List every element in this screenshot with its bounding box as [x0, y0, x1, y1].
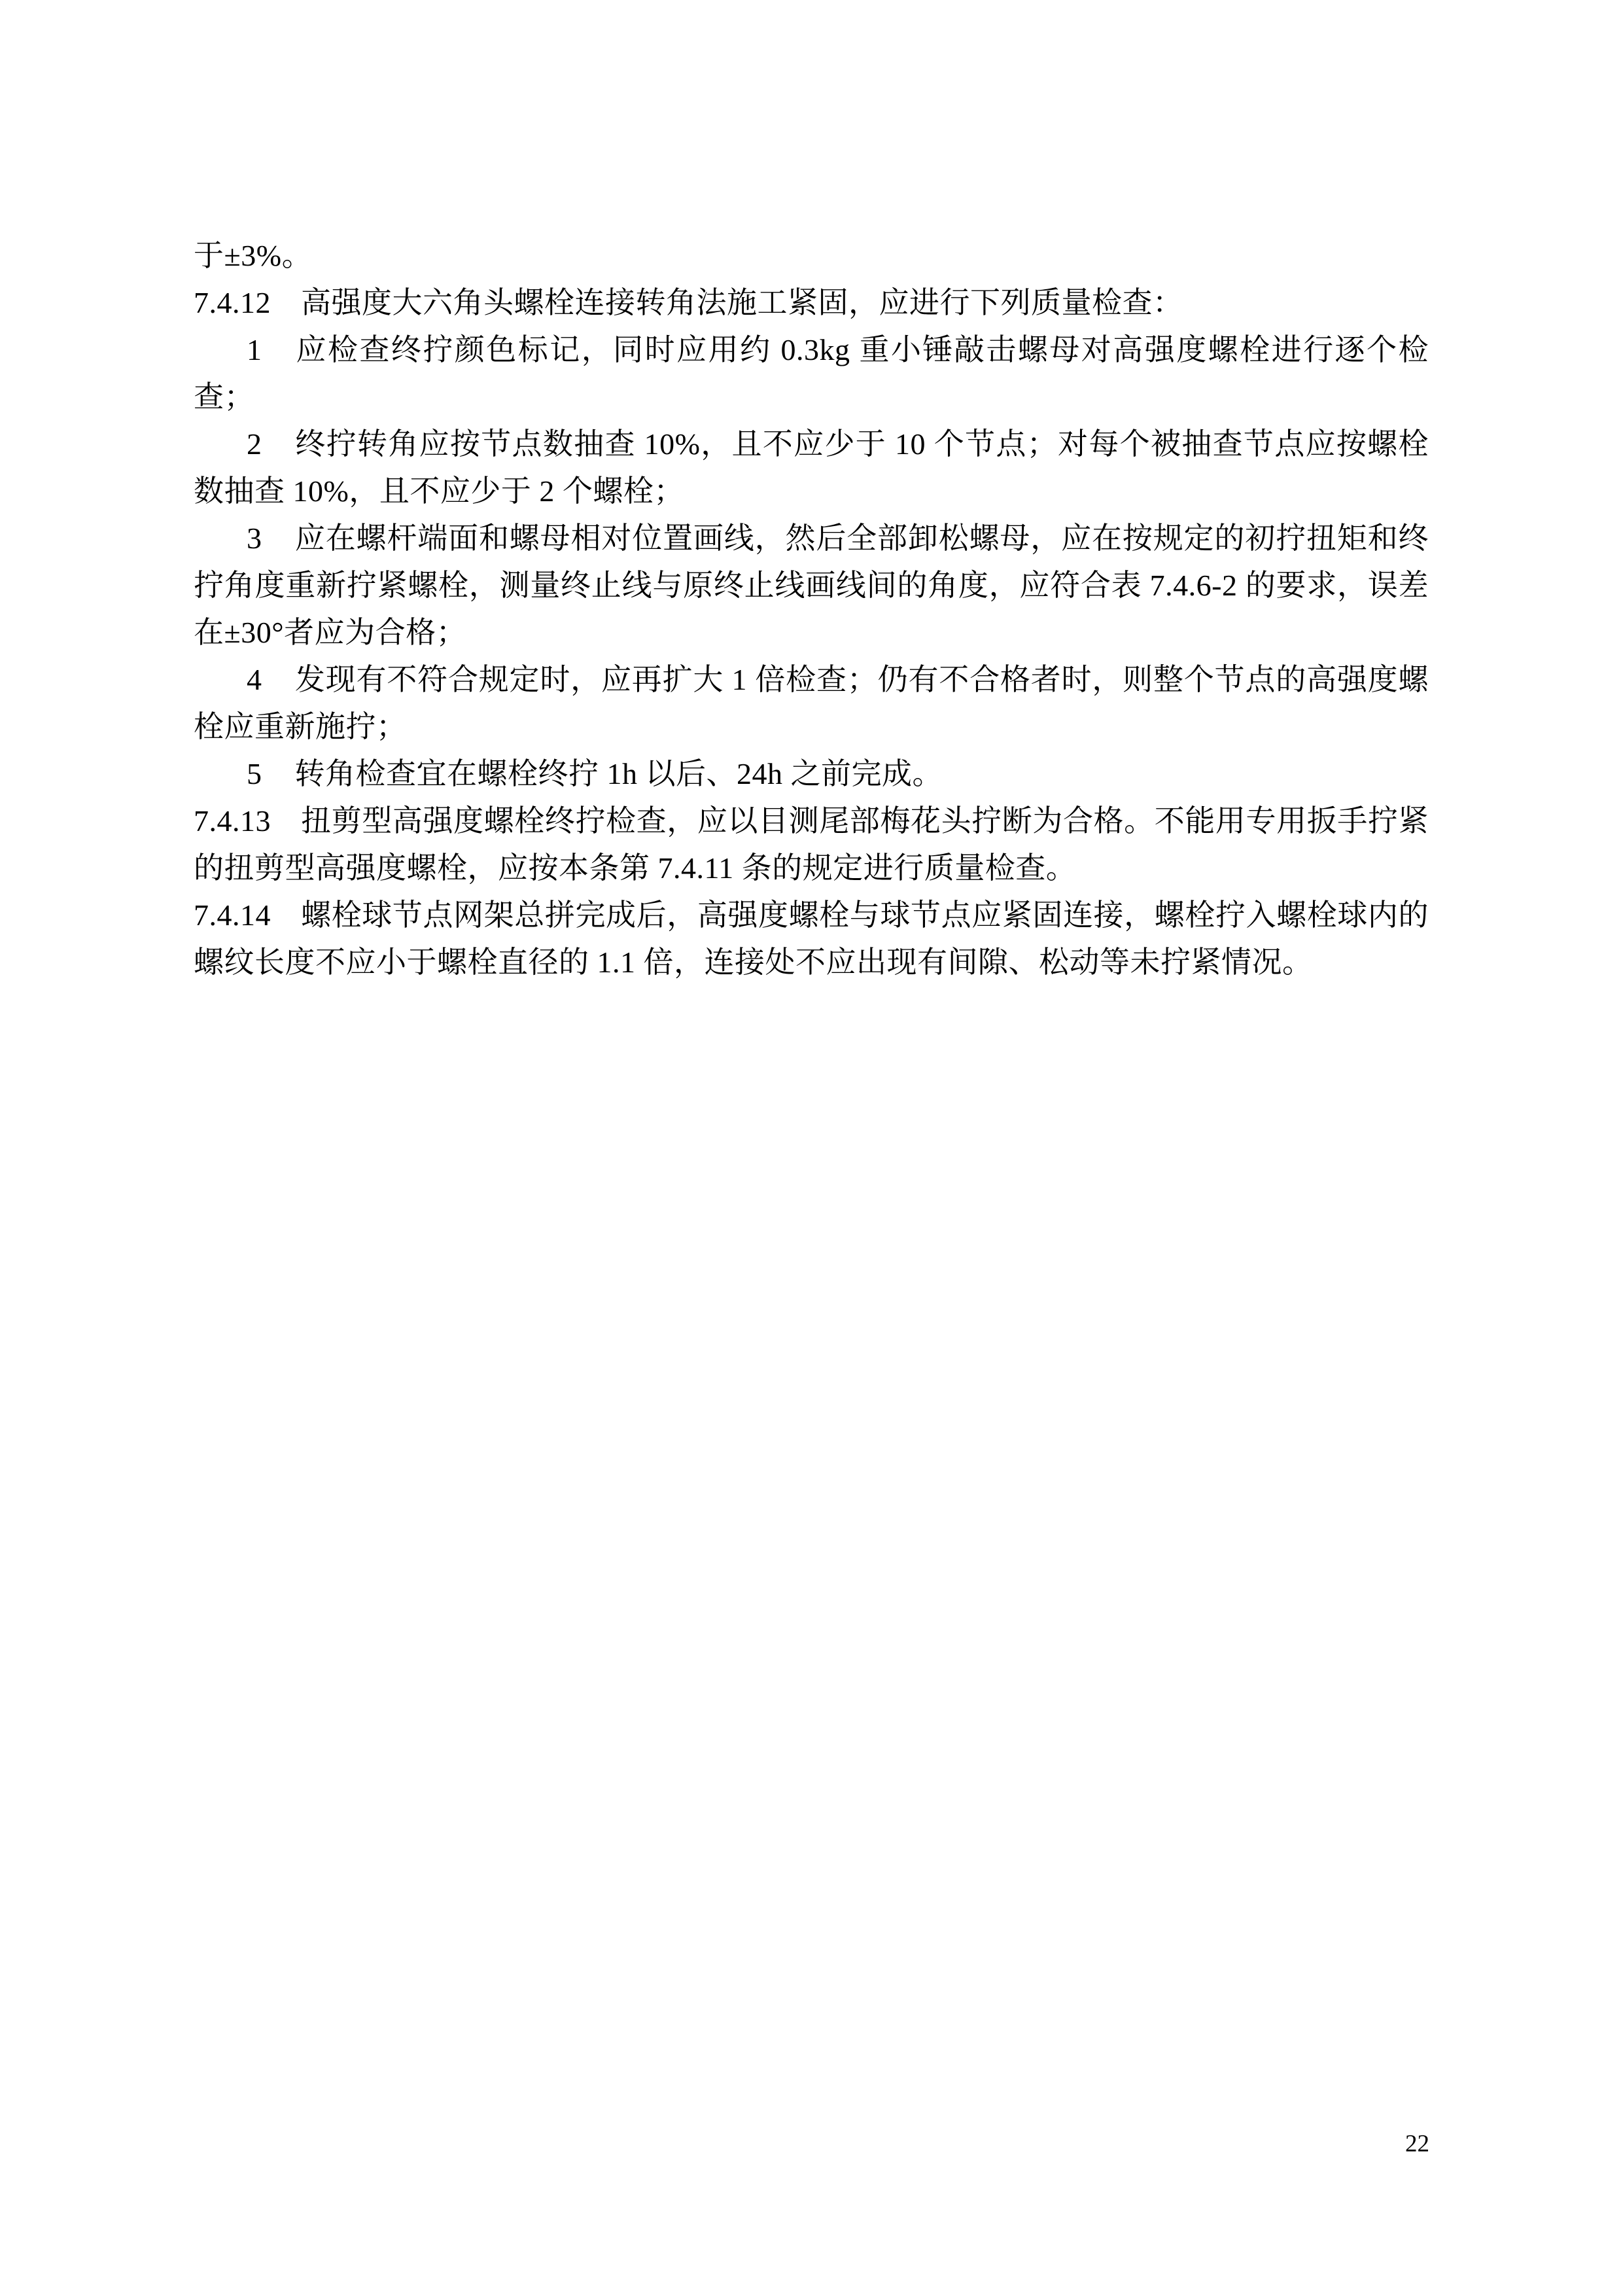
clause-text: 扭剪型高强度螺栓终拧检查，应以目测尾部梅花头拧断为合格。不能用专用扳手拧紧的扭剪型高强度螺栓，应按本条第 7.4.11 条的规定进行质量检查。	[194, 804, 1429, 885]
clause-number: 7.4.13	[194, 804, 271, 838]
item-text: 终拧转角应按节点数抽查 10%，且不应少于 10 个节点；对每个被抽查节点应按螺栓数抽查 10%，且不应少于 2 个螺栓；	[194, 427, 1429, 508]
item-number: 3	[247, 521, 262, 555]
list-item-5	[194, 751, 1429, 798]
list-item-2	[194, 421, 1429, 515]
item-number: 2	[247, 427, 262, 461]
item-number: 1	[247, 333, 262, 366]
paragraph-text: 于±3%。	[194, 239, 313, 272]
text-block	[194, 232, 1429, 986]
page-number: 22	[1405, 2130, 1429, 2157]
clause-text: 高强度大六角头螺栓连接转角法施工紧固，应进行下列质量检查：	[301, 286, 1183, 319]
item-number: 5	[247, 757, 262, 790]
clause-7-4-12	[194, 279, 1429, 327]
list-item-4	[194, 656, 1429, 751]
clause-text: 螺栓球节点网架总拼完成后，高强度螺栓与球节点应紧固连接，螺栓拧入螺栓球内的螺纹长度不应小于螺栓直径的 1.1 倍，连接处不应出现有间隙、松动等未拧紧情况。	[194, 898, 1429, 979]
clause-number: 7.4.14	[194, 898, 271, 932]
clause-7-4-13	[194, 798, 1429, 892]
list-item-1	[194, 327, 1429, 421]
item-text: 应在螺杆端面和螺母相对位置画线，然后全部卸松螺母，应在按规定的初拧扭矩和终拧角度重新拧紧螺栓，测量终止线与原终止线画线间的角度，应符合表 7.4.6-2 的要求，误差在±30°者应为合格；	[194, 521, 1429, 649]
item-text: 应检查终拧颜色标记，同时应用约 0.3kg 重小锤敲击螺母对高强度螺栓进行逐个检查；	[194, 333, 1429, 414]
clause-number: 7.4.12	[194, 286, 271, 319]
item-text: 发现有不符合规定时，应再扩大 1 倍检查；仍有不合格者时，则整个节点的高强度螺栓应重新施拧；	[194, 663, 1429, 743]
item-text: 转角检查宜在螺栓终拧 1h 以后、24h 之前完成。	[294, 757, 943, 790]
item-number: 4	[247, 663, 262, 696]
list-item-3	[194, 515, 1429, 656]
clause-7-4-14	[194, 892, 1429, 986]
paragraph-continuation	[194, 232, 1429, 279]
